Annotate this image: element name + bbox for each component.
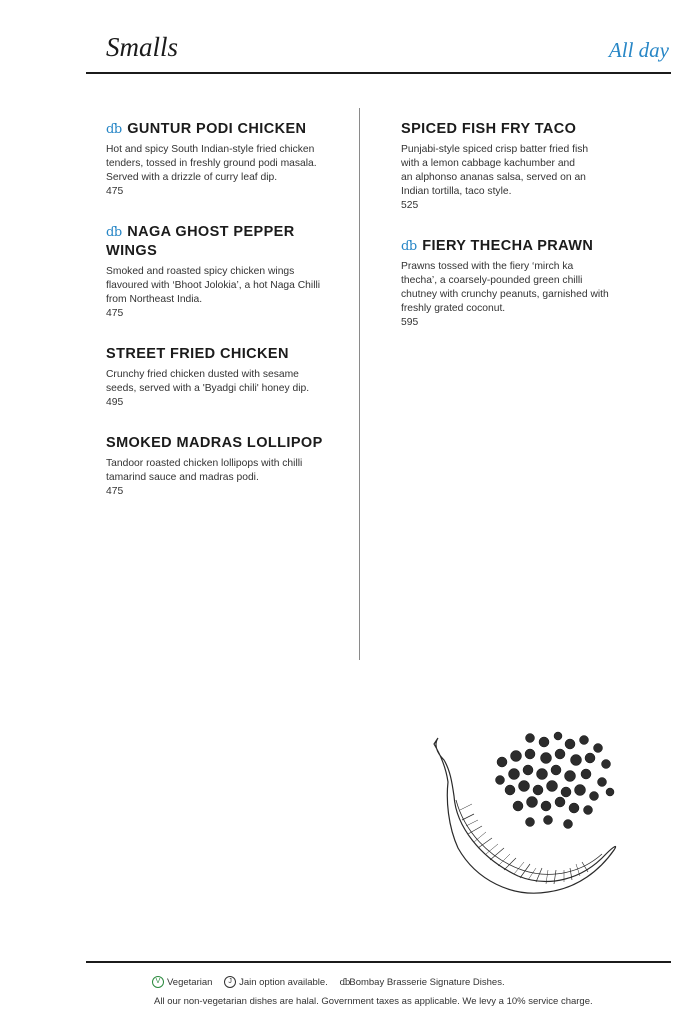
left-column	[106, 120, 344, 523]
signature-dish-icon: ɗb	[339, 977, 350, 988]
dish-price: 475	[106, 486, 124, 497]
dish-price: 495	[106, 397, 124, 408]
chilli-peppercorn-illustration	[430, 730, 630, 905]
column-divider	[359, 108, 360, 660]
dish-description: Hot and spicy South Indian-style fried chicken tenders, tossed in freshly ground podi masala. Served with a drizzle of curry leaf dip.	[106, 144, 317, 183]
dish-price: 475	[106, 186, 124, 197]
menu-item	[106, 120, 344, 199]
jain-icon: J	[224, 976, 236, 988]
signature-dish-icon: ɗb	[106, 122, 122, 137]
dish-description: Punjabi-style spiced crisp batter fried fish with a lemon cabbage kachumber and an alphonso ananas salsa, served on an Indian tortilla, taco style.	[401, 144, 589, 197]
dish-price: 525	[401, 200, 419, 211]
bottom-divider	[86, 961, 671, 963]
dish-name: SPICED FISH FRY TACO	[401, 121, 577, 137]
legend-signature: ɗbBombay Brasserie Signature Dishes.	[339, 976, 505, 988]
dish-description: Crunchy fried chicken dusted with sesame seeds, served with a 'Byadgi chili' honey dip.	[106, 369, 310, 394]
right-column	[401, 120, 631, 354]
dish-name: ɗb NAGA GHOST PEPPER WINGS	[106, 224, 295, 259]
dish-description: Prawns tossed with the fiery ‘mirch ka thecha’, a coarsely-pounded green chilli chutney with crunchy peanuts, garnished with freshly grated coconut.	[401, 261, 609, 314]
menu-item	[106, 223, 344, 321]
dish-price: 595	[401, 317, 419, 328]
signature-dish-icon: ɗb	[106, 225, 122, 240]
section-title: Smalls	[106, 32, 179, 62]
menu-item	[106, 434, 344, 499]
dish-name: STREET FRIED CHICKEN	[106, 346, 289, 362]
vegetarian-icon: V	[152, 976, 164, 988]
menu-item	[106, 345, 344, 410]
menu-item	[401, 237, 631, 330]
top-divider	[86, 72, 671, 74]
dish-price: 475	[106, 308, 124, 319]
dish-name: SMOKED MADRAS LOLLIPOP	[106, 435, 323, 451]
dish-name: ɗb FIERY THECHA PRAWN	[401, 238, 594, 254]
dish-description: Smoked and roasted spicy chicken wings flavoured with ‘Bhoot Jolokia’, a hot Naga Chilli from Northeast India.	[106, 266, 321, 305]
legend-vegetarian: V Vegetarian	[152, 977, 212, 988]
peppercorns-icon	[496, 732, 615, 829]
dish-name: ɗb GUNTUR PODI CHICKEN	[106, 121, 307, 137]
signature-dish-icon: ɗb	[401, 239, 417, 254]
menu-item	[401, 120, 631, 213]
availability-tag: All day	[608, 38, 669, 62]
footer-note: All our non-vegetarian dishes are halal. Government taxes as applicable. We levy a 10% service charge.	[154, 996, 593, 1007]
dietary-legend	[152, 976, 514, 988]
legend-jain: J Jain option available.	[224, 977, 328, 988]
dish-description: Tandoor roasted chicken lollipops with chilli tamarind sauce and madras podi.	[106, 458, 303, 483]
